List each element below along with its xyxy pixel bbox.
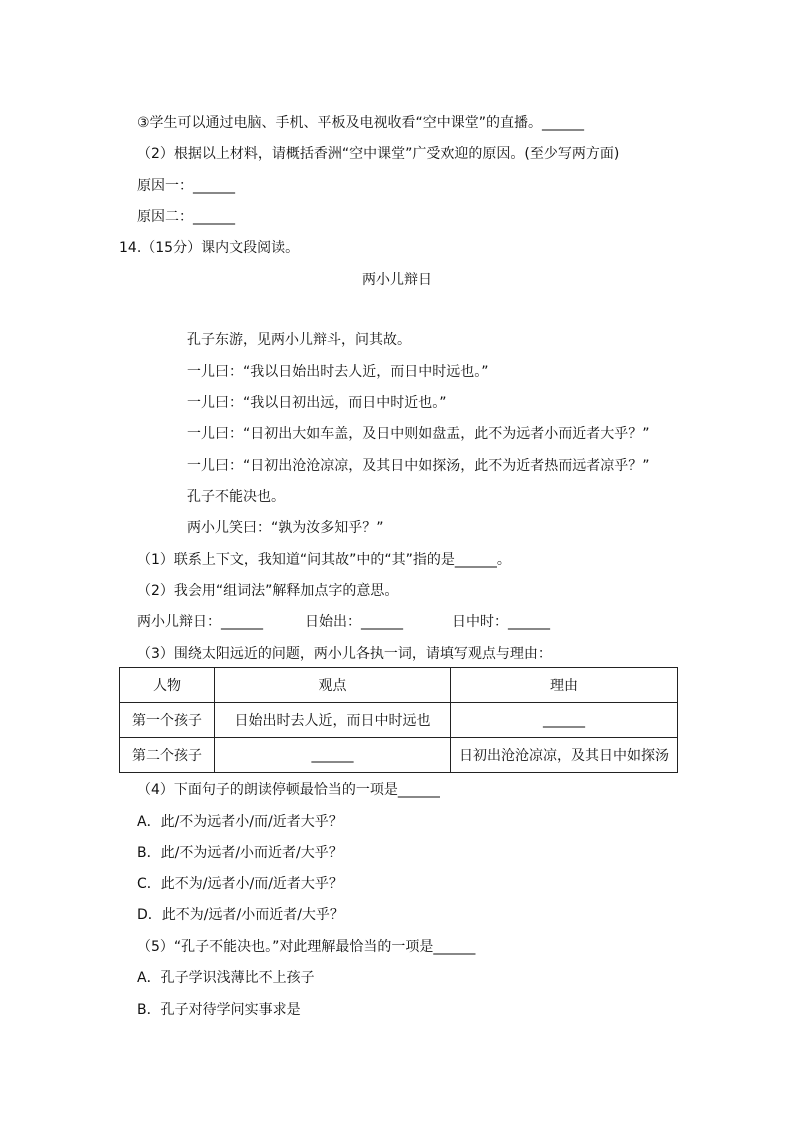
option-c: C．此不为/远者小/而/近者大乎？: [137, 876, 343, 892]
passage-line: 一儿曰：“日初出大如车盖，及日中则如盘盂，此不为远者小而近者大乎？”: [187, 426, 650, 442]
passage-line: 孔子东游，见两小儿辩斗，问其故。: [187, 332, 411, 348]
q13-reason1: 原因一：______: [137, 178, 235, 194]
passage-line: 两小儿笑曰：“孰为汝多知乎？”: [187, 520, 384, 536]
table-header-cell: 人物: [120, 668, 215, 703]
fill-blank-b: 日始出：______: [305, 614, 403, 630]
q14-sub5: （5）“孔子不能决也。”对此理解最恰当的一项是______: [137, 939, 476, 955]
option-b: B．此/不为远者/小而近者/大乎？: [137, 845, 343, 861]
fill-blank-c: 日中时：______: [452, 614, 550, 630]
option-a: A．孔子学识浅薄比不上孩子: [137, 970, 315, 986]
table-header-cell: 观点: [215, 668, 451, 703]
option-d: D．此不为/远者/小而近者/大乎？: [137, 907, 344, 923]
table-header-cell: 理由: [451, 668, 678, 703]
q14-header: 14.（15分）课内文段阅读。: [119, 240, 300, 256]
table-row: [120, 738, 678, 773]
q14-sub4: （4）下面句子的朗读停顿最恰当的一项是______: [137, 782, 440, 798]
q14-sub3: （3）围绕太阳远近的问题，两小儿各执一词，请填写观点与理由：: [137, 646, 552, 662]
q13-reason2: 原因二：______: [137, 209, 235, 225]
table-cell: 第一个孩子: [120, 703, 215, 738]
option-b: B．孔子对待学问实事求是: [137, 1002, 301, 1018]
passage-line: 一儿曰：“我以日初出远，而日中时近也。”: [187, 395, 447, 411]
fill-blank-a: 两小儿辩日：______: [137, 614, 263, 630]
table-cell: 日初出沧沧凉凉，及其日中如探汤: [451, 738, 678, 773]
q13-item3: ③学生可以通过电脑、手机、平板及电视收看“空中课堂”的直播。______: [137, 115, 585, 131]
q14-sub1: （1）联系上下文，我知道“问其故”中的“其”指的是______。: [137, 552, 511, 568]
q14-sub2: （2）我会用“组词法”解释加点字的意思。: [137, 583, 399, 599]
passage-line: 孔子不能决也。: [187, 489, 285, 505]
table-header-row: [120, 668, 678, 703]
table-cell: 日始出时去人近，而日中时远也: [215, 703, 451, 738]
viewpoint-table: [119, 667, 678, 773]
table-cell: 第二个孩子: [120, 738, 215, 773]
q13-sub2: （2）根据以上材料，请概括香洲“空中课堂”广受欢迎的原因。(至少写两方面): [137, 146, 620, 162]
passage-title: 两小儿辩日: [362, 272, 432, 288]
passage-line: 一儿曰：“我以日始出时去人近，而日中时远也。”: [187, 364, 489, 380]
table-cell: ______: [215, 738, 451, 773]
table-cell: ______: [451, 703, 678, 738]
passage-line: 一儿曰：“日初出沧沧凉凉，及其日中如探汤，此不为近者热而远者凉乎？”: [187, 458, 650, 474]
option-a: A．此/不为远者小/而/近者大乎？: [137, 814, 343, 830]
table-row: [120, 703, 678, 738]
